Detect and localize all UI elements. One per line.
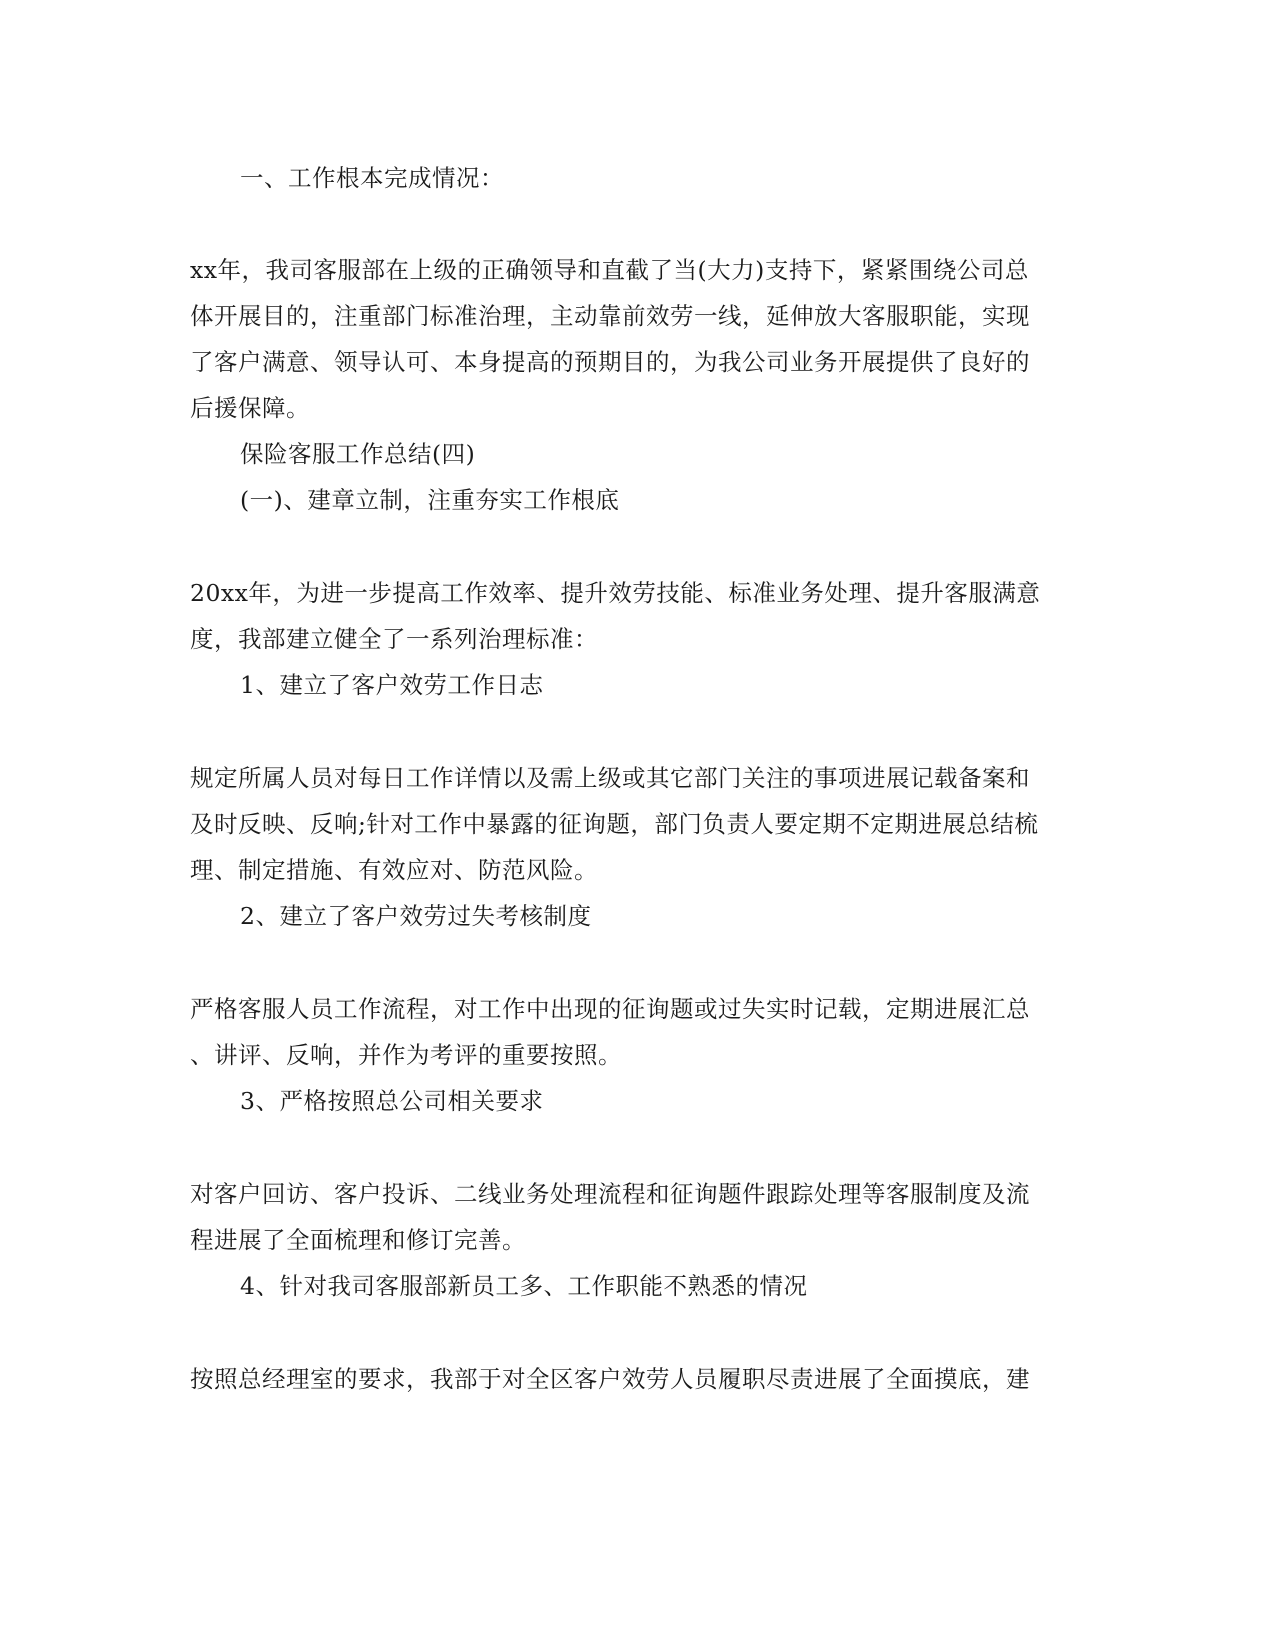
paragraph-line: 后援保障。 <box>190 394 310 422</box>
list-item-heading: 2、建立了客户效劳过失考核制度 <box>240 902 592 930</box>
subsection-heading: (一)、建章立制，注重夯实工作根底 <box>240 486 620 514</box>
document-subtitle: 保险客服工作总结(四) <box>240 440 476 468</box>
paragraph-line: 按照总经理室的要求，我部于对全区客户效劳人员履职尽责进展了全面摸底，建 <box>190 1365 1030 1393</box>
paragraph-line: 规定所属人员对每日工作详情以及需上级或其它部门关注的事项进展记载备案和 <box>190 764 1030 792</box>
paragraph-line: 理、制定措施、有效应对、防范风险。 <box>190 856 598 884</box>
paragraph-line: 程进展了全面梳理和修订完善。 <box>190 1226 526 1254</box>
section-heading: 一、工作根本完成情况： <box>240 164 504 192</box>
paragraph-line: 、讲评、反响，并作为考评的重要按照。 <box>190 1041 622 1069</box>
paragraph-line: xx年，我司客服部在上级的正确领导和直截了当(大力)支持下，紧紧围绕公司总 <box>190 256 1029 284</box>
paragraph-line: 体开展目的，注重部门标准治理，主动靠前效劳一线，延伸放大客服职能，实现 <box>190 302 1030 330</box>
paragraph-line: 20xx年，为进一步提高工作效率、提升效劳技能、标准业务处理、提升客服满意 <box>190 579 1041 607</box>
list-item-heading: 4、针对我司客服部新员工多、工作职能不熟悉的情况 <box>240 1272 808 1300</box>
list-item-heading: 3、严格按照总公司相关要求 <box>240 1087 544 1115</box>
paragraph-line: 了客户满意、领导认可、本身提高的预期目的，为我公司业务开展提供了良好的 <box>190 348 1030 376</box>
paragraph-line: 度，我部建立健全了一系列治理标准： <box>190 625 598 653</box>
list-item-heading: 1、建立了客户效劳工作日志 <box>240 671 544 699</box>
paragraph-line: 严格客服人员工作流程，对工作中出现的征询题或过失实时记载，定期进展汇总 <box>190 995 1030 1023</box>
paragraph-line: 对客户回访、客户投诉、二线业务处理流程和征询题件跟踪处理等客服制度及流 <box>190 1180 1030 1208</box>
paragraph-line: 及时反映、反响;针对工作中暴露的征询题，部门负责人要定期不定期进展总结梳 <box>190 810 1039 838</box>
